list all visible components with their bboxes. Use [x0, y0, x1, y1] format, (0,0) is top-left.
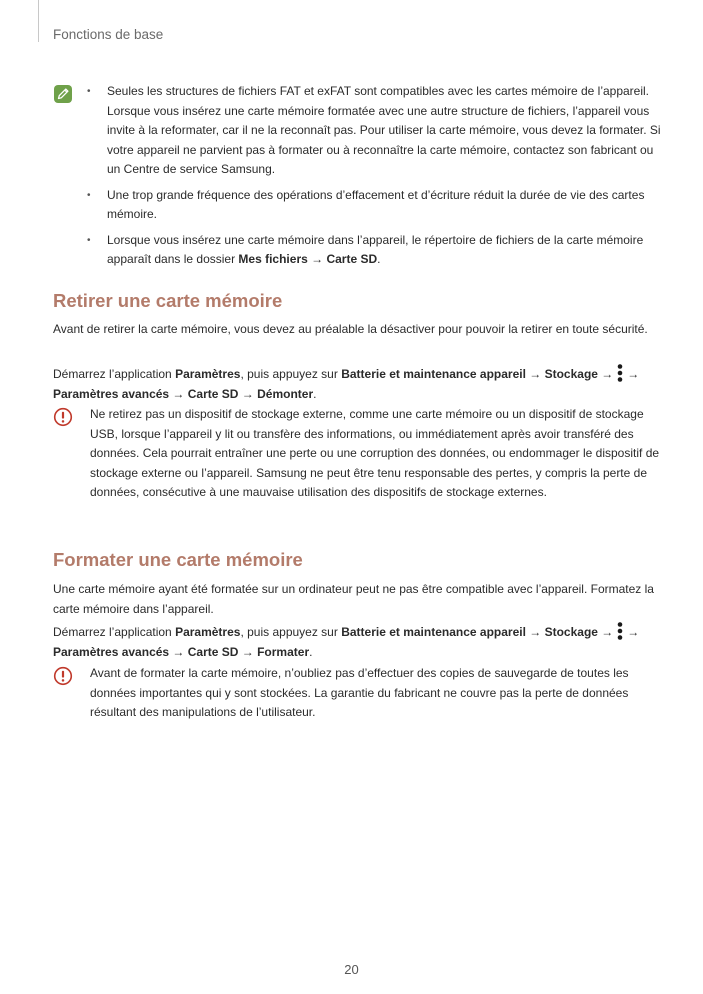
remove-steps-app: Paramètres: [175, 367, 241, 381]
caution-icon: [53, 407, 73, 427]
format-steps-app: Paramètres: [175, 625, 241, 639]
remove-steps-end: .: [313, 386, 317, 401]
remove-steps-text2: , puis appuyez sur: [240, 367, 342, 381]
caution-format-text: Avant de formater la carte mémoire, n’oubliez pas d’effectuer des copies de sauvegarde de toutes les données importantes qui y sont stockées. La garantie du fabricant ne couvre pas la perte de données résultant des manipulations de l’utilisateur.: [90, 666, 629, 719]
format-steps-path2: → Paramètres avancés → Carte SD → Formater: [53, 625, 640, 659]
note-item: [87, 231, 663, 270]
format-steps-path: Batterie et maintenance appareil → Stockage →: [341, 625, 614, 639]
remove-steps-path: Batterie et maintenance appareil → Stockage →: [341, 367, 614, 381]
note-item: [87, 186, 663, 225]
note-item-text: Lorsque vous insérez une carte mémoire dans l’appareil, le répertoire de fichiers de la carte mémoire apparaît dans le dossier: [107, 232, 644, 266]
format-steps-text2: , puis appuyez sur: [240, 625, 342, 639]
note-item-end: .: [377, 252, 381, 266]
header-rule: [38, 0, 39, 42]
remove-steps-text: Démarrez l’application: [53, 367, 176, 381]
note-item-text: Une trop grande fréquence des opérations d’effacement et d’écriture réduit la durée de vie des cartes mémoire.: [107, 187, 645, 221]
section-title-format: Formater une carte mémoire: [53, 549, 303, 570]
more-options-icon: [616, 363, 624, 383]
caution-remove-text: Ne retirez pas un dispositif de stockage externe, comme une carte mémoire ou un dispositif de stockage USB, lorsque l’appareil y lit ou transfère des informations, ou immédiatement après avoir transféré des données. Cela pourrait entraîner une perte ou une corruption des données, ou endommager le dispositif de stockage externe ou l’appareil. Samsung ne peut être tenu responsable des pertes, y compris la perte de données, consécutive à une mauvaise utilisation des dispositifs de stockage externes.: [90, 407, 660, 499]
note-list: [87, 82, 663, 276]
note-pencil-icon: [53, 84, 73, 104]
format-steps-text: Démarrez l’application: [53, 625, 176, 639]
bullet-icon: •: [87, 234, 91, 246]
format-steps-end: .: [309, 644, 313, 659]
note-item: [87, 82, 663, 180]
section-title-remove: Retirer une carte mémoire: [53, 290, 283, 311]
remove-steps-path2: → Paramètres avancés → Carte SD → Démonter: [53, 367, 640, 401]
bullet-icon: •: [87, 86, 91, 97]
note-item-path: Mes fichiers → Carte SD: [238, 252, 378, 266]
format-steps: [53, 621, 665, 662]
header-title: Fonctions de base: [53, 27, 164, 42]
format-intro: Une carte mémoire ayant été formatée sur un ordinateur peut ne pas être compatible avec l’appareil. Formatez la carte mémoire dans l’appareil.: [53, 582, 654, 616]
note-item-text: Seules les structures de fichiers FAT et exFAT sont compatibles avec les cartes mémoire de l’appareil. Lorsque vous insérez une carte mémoire formatée avec une autre structure de fichiers, l’appareil vous invite à la reformater, car il ne la reconnaît pas. Pour utiliser la carte mémoire, vous devez la formater. Si votre appareil ne parvient pas à formater ou à reconnaître la carte mémoire, contactez son fabricant ou un Centre de service Samsung.: [107, 84, 661, 176]
remove-steps: [53, 363, 665, 404]
page-number: 20: [344, 962, 359, 977]
bullet-icon: •: [87, 189, 91, 201]
caution-icon: [53, 666, 73, 686]
remove-intro: Avant de retirer la carte mémoire, vous devez au préalable la désactiver pour pouvoir la retirer en toute sécurité.: [53, 322, 648, 336]
more-options-icon: [616, 621, 624, 641]
